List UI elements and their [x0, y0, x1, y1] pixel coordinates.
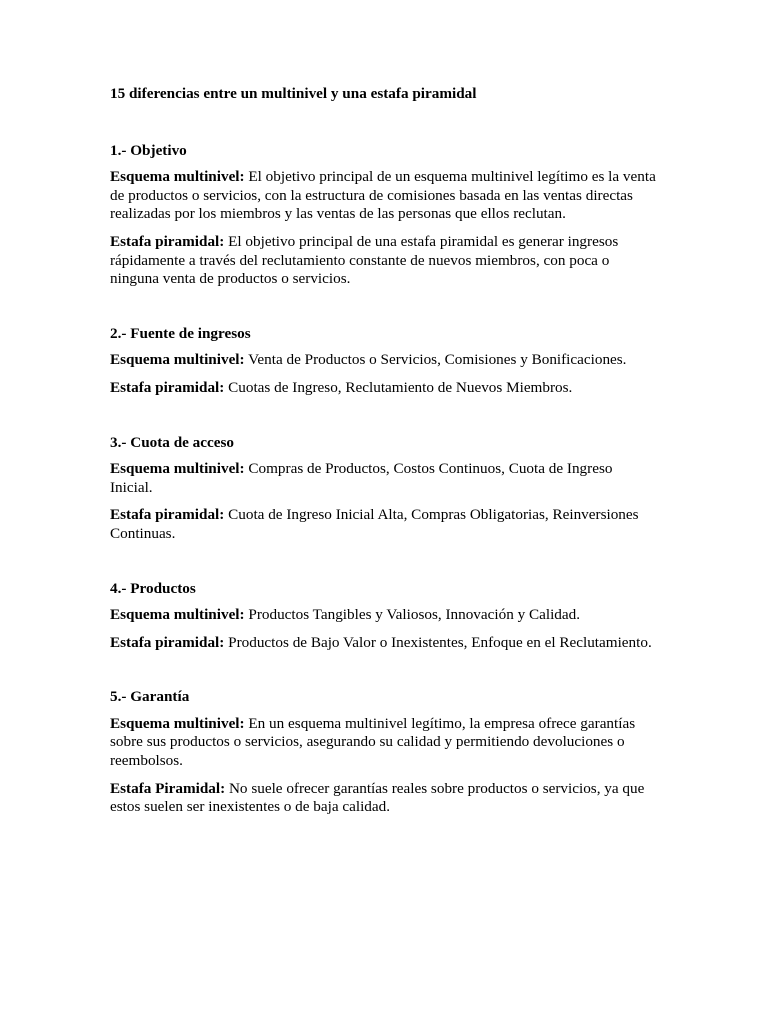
section-garantia: [110, 688, 658, 817]
paragraph-text: No suele ofrecer garantías reales sobre productos o servicios, ya que estos suelen ser inexistentes o de baja calidad.: [110, 779, 645, 816]
section-heading: 5.- Garantía: [110, 688, 190, 706]
paragraph-lead: Esquema multinivel:: [110, 168, 245, 186]
paragraph-text: Productos Tangibles y Valiosos, Innovación y Calidad.: [244, 606, 581, 624]
paragraph-text: Cuotas de Ingreso, Reclutamiento de Nuevos Miembros.: [224, 378, 573, 396]
section-heading: 2.- Fuente de ingresos: [110, 324, 251, 342]
paragraph-lead: Estafa piramidal:: [110, 232, 225, 250]
paragraph-multinivel: [110, 715, 658, 771]
section-heading: 3.- Cuota de acceso: [110, 433, 235, 451]
paragraph-piramidal: [110, 506, 658, 543]
section-heading: 1.- Objetivo: [110, 141, 187, 159]
document-page: [110, 85, 658, 853]
paragraph-lead: Esquema multinivel:: [110, 606, 245, 624]
section-heading: 4.- Productos: [110, 579, 196, 597]
section-productos: [110, 580, 658, 653]
paragraph-text: El objetivo principal de una estafa piramidal es generar ingresos rápidamente a través del reclutamiento constante de nuevos miembros, con poca o ninguna venta de productos o servicios.: [110, 232, 619, 288]
paragraph-lead: Estafa piramidal:: [110, 633, 225, 651]
paragraph-text: Compras de Productos, Costos Continuos, Cuota de Ingreso Inicial.: [110, 460, 613, 496]
paragraph-text: Cuota de Ingreso Inicial Alta, Compras Obligatorias, Reinversiones Continuas.: [110, 506, 639, 542]
paragraph-multinivel: [110, 168, 658, 224]
paragraph-piramidal: [110, 780, 658, 817]
section-objetivo: [110, 142, 658, 289]
document-title: 15 diferencias entre un multinivel y una estafa piramidal: [110, 85, 477, 102]
paragraph-lead: Esquema multinivel:: [110, 714, 245, 732]
section-cuota-de-acceso: [110, 434, 658, 544]
paragraph-lead: Estafa piramidal:: [110, 378, 225, 396]
paragraph-lead: Estafa Piramidal:: [110, 779, 226, 797]
paragraph-lead: Esquema multinivel:: [110, 351, 245, 369]
paragraph-lead: Estafa piramidal:: [110, 506, 225, 524]
section-fuente-de-ingresos: [110, 325, 658, 398]
paragraph-text: Venta de Productos o Servicios, Comisiones y Bonificaciones.: [244, 351, 627, 369]
paragraph-piramidal: [110, 634, 658, 653]
paragraph-piramidal: [110, 233, 658, 289]
paragraph-multinivel: [110, 460, 658, 497]
paragraph-piramidal: [110, 379, 658, 398]
paragraph-multinivel: [110, 351, 658, 370]
paragraph-multinivel: [110, 606, 658, 625]
paragraph-text: En un esquema multinivel legítimo, la empresa ofrece garantías sobre sus productos o servicios, asegurando su calidad y permitiendo devoluciones o reembolsos.: [110, 714, 636, 770]
paragraph-lead: Esquema multinivel:: [110, 460, 245, 478]
paragraph-text: Productos de Bajo Valor o Inexistentes, Enfoque en el Reclutamiento.: [224, 633, 652, 651]
paragraph-text: El objetivo principal de un esquema multinivel legítimo es la venta de productos o servicios, con la estructura de comisiones basada en las ventas directas realizadas por los miembros y las ventas de las personas que ellos reclutan.: [110, 168, 656, 223]
